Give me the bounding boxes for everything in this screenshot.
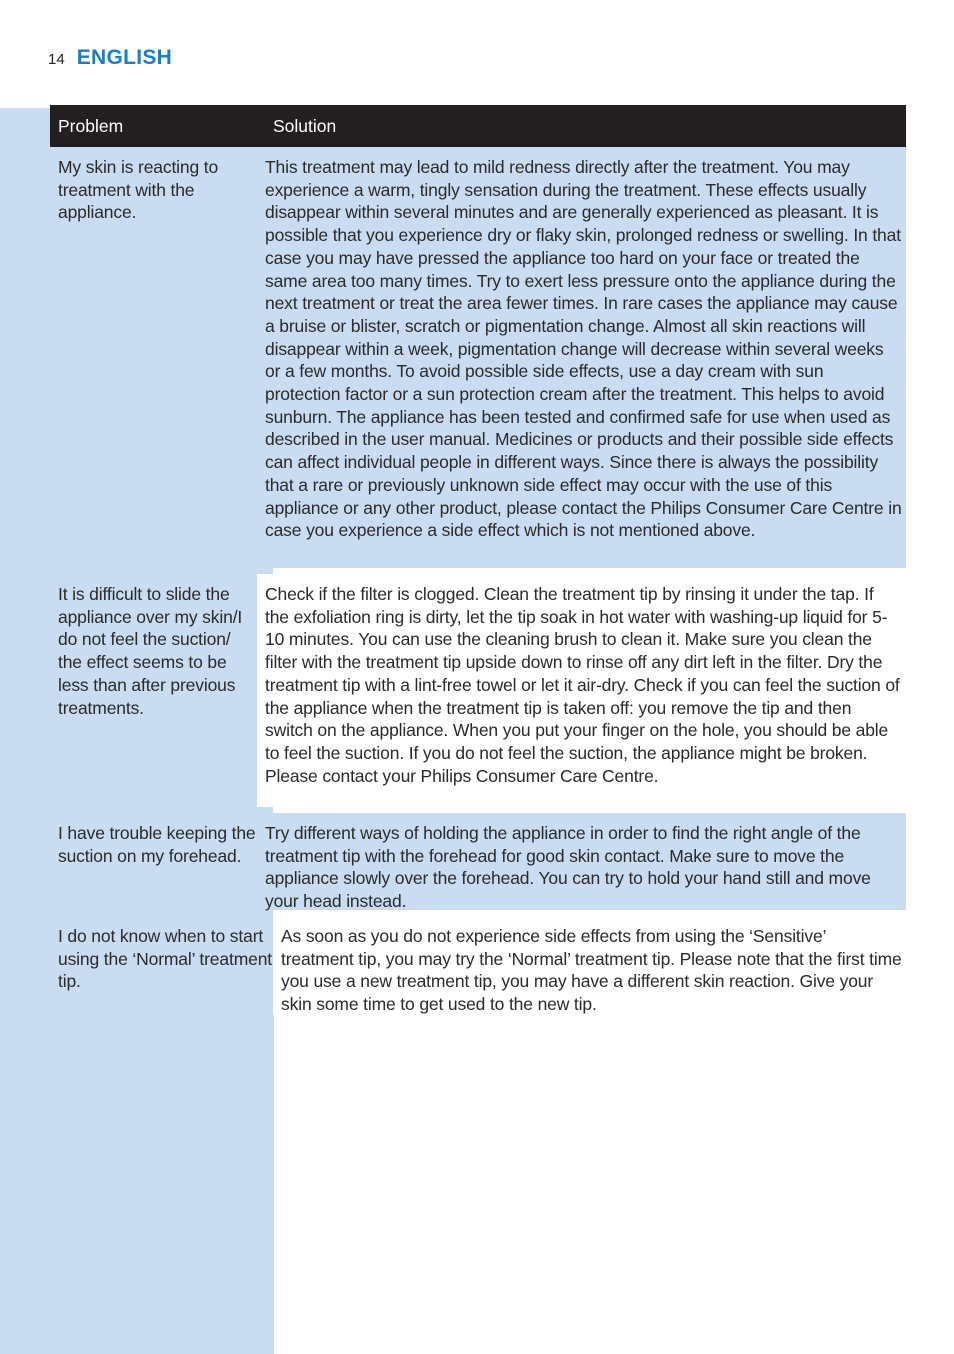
problem-cell: My skin is reacting to treatment with the appliance.: [58, 157, 219, 223]
problem-cell: I have trouble keeping the suction on my forehead.: [58, 823, 256, 866]
table-row: [50, 813, 906, 910]
problem-cell: It is difficult to slide the appliance over my skin/I do not feel the suction/ the effect seems to be less than after previous treatments.: [50, 574, 257, 807]
troubleshooting-table: [50, 105, 906, 1015]
table-header-row: [50, 105, 906, 147]
solution-cell: This treatment may lead to mild redness directly after the treatment. You may experience a warm, tingly sensation during the treatment. These effects usually disappear within several minutes and are generally experienced as pleasant. It is possible that you experience dry or flaky skin, prolonged redness or swelling. In that case you may have pressed the appliance too hard on your face or treated the same area too many times. Try to exert less pressure onto the appliance during the next treatment or treat the area fewer times. In rare cases the appliance may cause a bruise or blister, scratch or pigmentation change. Almost all skin reactions will disappear within a week, pigmentation change will decrease within several weeks or a few months. To avoid possible side effects, use a day cream with sun protection factor or a sun protection cream after the treatment. This helps to avoid sunburn. The appliance has been tested and confirmed safe for use when used as described in the user manual. Medicines or products and their possible side effects can affect individual people in different ways. Since there is always the possibility that a rare or previously unknown side effect may occur with the use of this appliance or any other product, please contact the Philips Consumer Care Centre in case you experience a side effect which is not mentioned above.: [265, 157, 902, 541]
problem-cell: I do not know when to start using the ‘Normal’ treatment tip.: [48, 916, 273, 1015]
header-problem: Problem: [58, 115, 124, 136]
table-row: [50, 574, 906, 807]
page-number: 14: [48, 51, 65, 68]
solution-cell: As soon as you do not experience side effects from using the ‘Sensitive’ treatment tip, you may try the ‘Normal’ treatment tip. Please note that the first time you use a new treatment tip, you may have a different skin reaction. Give your skin some time to get used to the new tip.: [281, 926, 902, 1015]
language-heading: ENGLISH: [76, 46, 173, 69]
solution-cell: Check if the filter is clogged. Clean the treatment tip by rinsing it under the tap. If the exfoliation ring is dirty, let the tip soak in hot water with washing-up liquid for 5-10 minutes. You can use the cleaning brush to clean it. Make sure you clean the filter with the treatment tip upside down to rinse off any dirt left in the filter. Dry the treatment tip with a lint-free towel or let it air-dry. Check if you can feel the suction of the appliance when the treatment tip is taken off: you remove the tip and then switch on the appliance. When you put your finger on the hole, you should be able to feel the suction. If you do not feel the suction, the appliance might be broken. Please contact your Philips Consumer Care Centre.: [265, 584, 900, 786]
solution-cell: Try different ways of holding the appliance in order to find the right angle of the treatment tip with the forehead for good skin contact. Make sure to move the appliance slowly over the forehead. You can try to hold your hand still and move your head instead.: [265, 823, 871, 912]
header-solution: Solution: [273, 115, 337, 136]
table-row: [50, 916, 906, 1015]
table-row: [50, 147, 906, 568]
page-header: [48, 46, 172, 70]
